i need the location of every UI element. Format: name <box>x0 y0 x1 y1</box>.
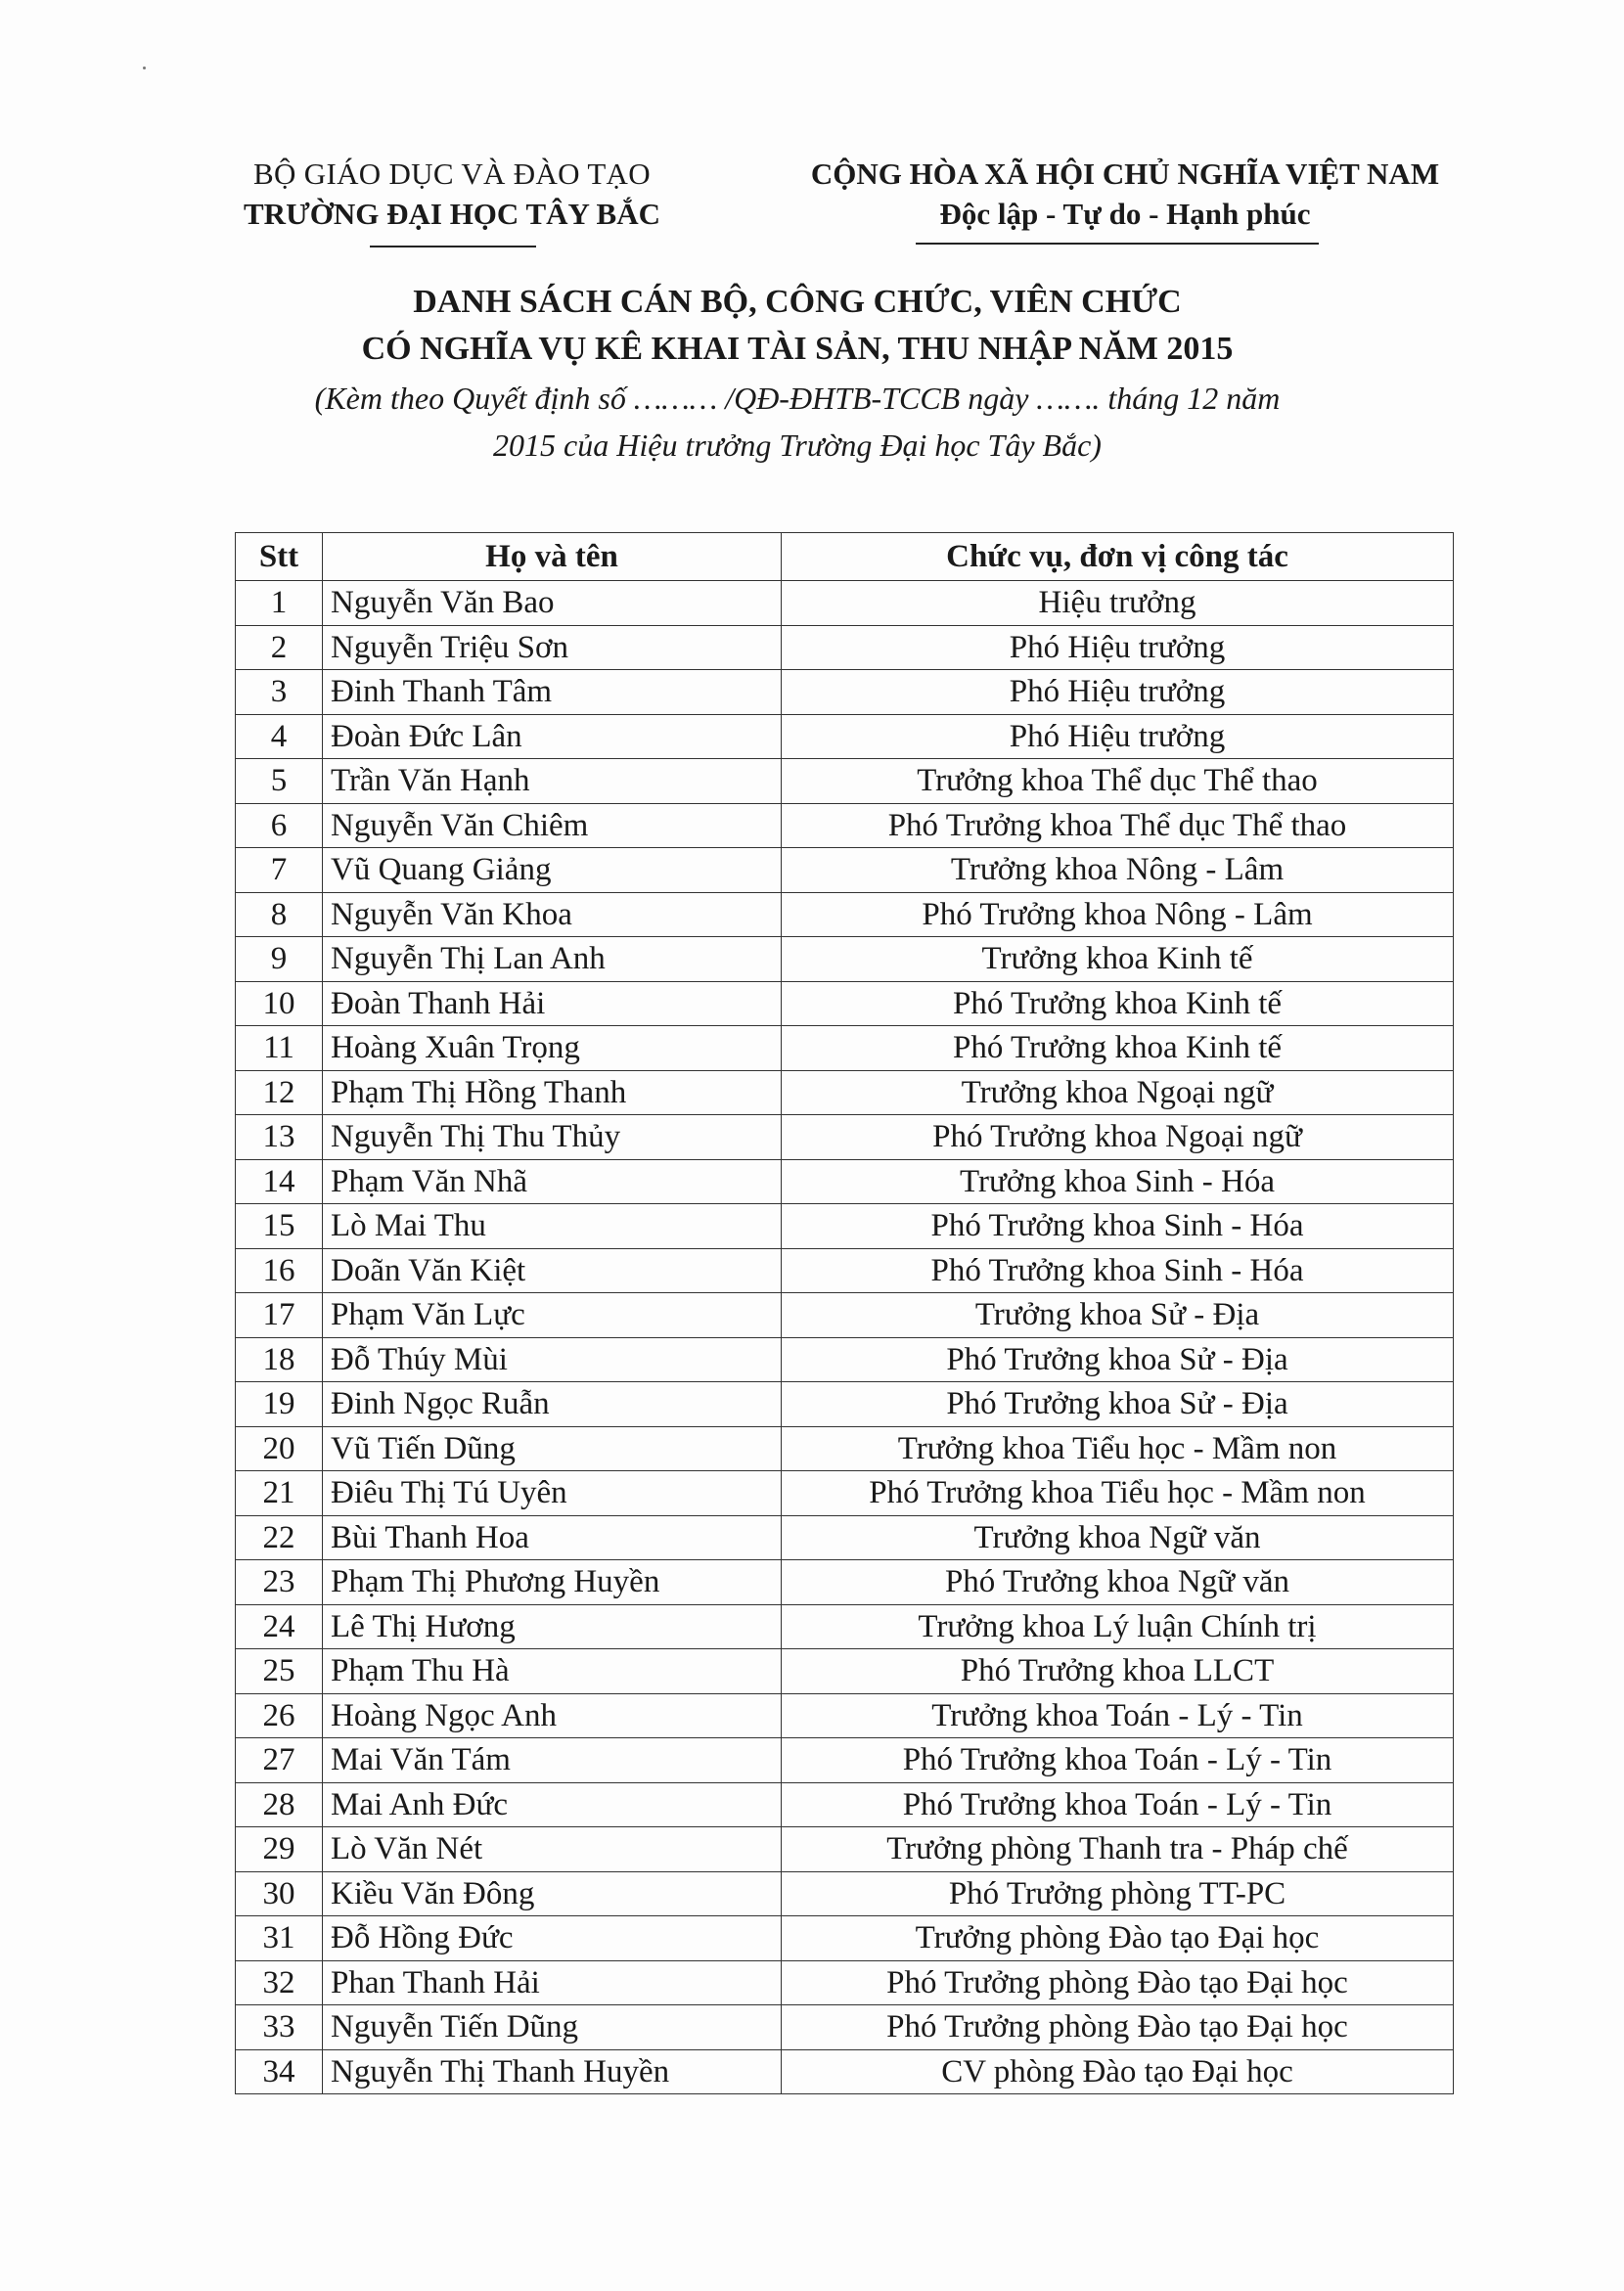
table-row <box>236 1293 1454 1338</box>
row-name-cell: Đinh Thanh Tâm <box>323 670 782 715</box>
row-stt-cell: 2 <box>236 625 323 670</box>
row-stt-cell: 1 <box>236 581 323 626</box>
row-stt-cell: 15 <box>236 1204 323 1249</box>
row-name-cell: Lò Văn Nét <box>323 1827 782 1872</box>
row-stt-cell: 21 <box>236 1471 323 1516</box>
row-name-cell: Phạm Thị Hồng Thanh <box>323 1070 782 1115</box>
row-position-cell: Phó Hiệu trưởng <box>782 714 1454 759</box>
row-position-cell: Phó Trưởng khoa Tiểu học - Mầm non <box>782 1471 1454 1516</box>
motto-underline <box>916 243 1319 245</box>
row-stt-cell: 14 <box>236 1159 323 1204</box>
title-line-2: CÓ NGHĨA VỤ KÊ KHAI TÀI SẢN, THU NHẬP NĂM 2015 <box>361 331 1234 367</box>
row-position-cell: Phó Trưởng khoa Kinh tế <box>782 981 1454 1026</box>
row-stt-cell: 33 <box>236 2005 323 2050</box>
row-name-cell: Phạm Văn Lực <box>323 1293 782 1338</box>
row-position-cell: Trưởng khoa Ngữ văn <box>782 1515 1454 1560</box>
row-position-cell: Trưởng khoa Nông - Lâm <box>782 848 1454 893</box>
row-stt-cell: 16 <box>236 1248 323 1293</box>
ministry-name: BỘ GIÁO DỤC VÀ ĐÀO TẠO <box>253 157 651 191</box>
table-row <box>236 581 1454 626</box>
row-stt-cell: 9 <box>236 937 323 982</box>
row-name-cell: Doãn Văn Kiệt <box>323 1248 782 1293</box>
table-row <box>236 1782 1454 1827</box>
row-name-cell: Phạm Văn Nhã <box>323 1159 782 1204</box>
national-motto: Độc lập - Tự do - Hạnh phúc <box>939 197 1311 231</box>
row-position-cell: Trưởng khoa Ngoại ngữ <box>782 1070 1454 1115</box>
table-row <box>236 1337 1454 1382</box>
row-position-cell: Phó Trưởng phòng TT-PC <box>782 1871 1454 1916</box>
row-name-cell: Phan Thanh Hải <box>323 1960 782 2005</box>
issuer-underline <box>370 246 536 247</box>
row-position-cell: Phó Trưởng phòng Đào tạo Đại học <box>782 1960 1454 2005</box>
staff-table <box>235 532 1454 2094</box>
row-name-cell: Lò Mai Thu <box>323 1204 782 1249</box>
row-position-cell: Phó Trưởng khoa Sử - Địa <box>782 1337 1454 1382</box>
school-name: TRƯỜNG ĐẠI HỌC TÂY BẮC <box>244 197 660 231</box>
row-name-cell: Phạm Thu Hà <box>323 1649 782 1694</box>
row-stt-cell: 26 <box>236 1693 323 1738</box>
row-stt-cell: 28 <box>236 1782 323 1827</box>
row-position-cell: Phó Trưởng khoa Toán - Lý - Tin <box>782 1738 1454 1783</box>
row-name-cell: Đinh Ngọc Ruẫn <box>323 1382 782 1427</box>
row-stt-cell: 19 <box>236 1382 323 1427</box>
row-name-cell: Nguyễn Thị Lan Anh <box>323 937 782 982</box>
row-name-cell: Đoàn Thanh Hải <box>323 981 782 1026</box>
row-stt-cell: 23 <box>236 1560 323 1605</box>
row-position-cell: Phó Trưởng khoa Sinh - Hóa <box>782 1204 1454 1249</box>
document-title <box>147 279 1448 469</box>
table-row <box>236 714 1454 759</box>
table-row <box>236 1204 1454 1249</box>
table-row <box>236 1693 1454 1738</box>
table-row <box>236 1159 1454 1204</box>
row-name-cell: Nguyễn Thị Thu Thủy <box>323 1115 782 1160</box>
row-stt-cell: 13 <box>236 1115 323 1160</box>
row-position-cell: Trưởng khoa Thể dục Thể thao <box>782 759 1454 804</box>
table-row <box>236 2005 1454 2050</box>
table-row <box>236 1560 1454 1605</box>
table-row <box>236 670 1454 715</box>
row-stt-cell: 3 <box>236 670 323 715</box>
table-row <box>236 1115 1454 1160</box>
row-stt-cell: 27 <box>236 1738 323 1783</box>
row-name-cell: Hoàng Xuân Trọng <box>323 1026 782 1071</box>
row-position-cell: Trưởng khoa Sử - Địa <box>782 1293 1454 1338</box>
row-position-cell: Trưởng khoa Lý luận Chính trị <box>782 1604 1454 1649</box>
row-position-cell: Phó Trưởng khoa Toán - Lý - Tin <box>782 1782 1454 1827</box>
row-stt-cell: 20 <box>236 1426 323 1471</box>
row-name-cell: Vũ Tiến Dũng <box>323 1426 782 1471</box>
table-row <box>236 848 1454 893</box>
table-row <box>236 803 1454 848</box>
row-position-cell: Phó Trưởng khoa Sử - Địa <box>782 1382 1454 1427</box>
row-stt-cell: 30 <box>236 1871 323 1916</box>
table-row <box>236 1248 1454 1293</box>
row-stt-cell: 29 <box>236 1827 323 1872</box>
row-name-cell: Vũ Quang Giảng <box>323 848 782 893</box>
row-stt-cell: 24 <box>236 1604 323 1649</box>
table-row <box>236 1960 1454 2005</box>
table-row <box>236 625 1454 670</box>
row-stt-cell: 22 <box>236 1515 323 1560</box>
national-header <box>763 155 1487 235</box>
table-row <box>236 1026 1454 1071</box>
row-position-cell: Phó Trưởng khoa Nông - Lâm <box>782 892 1454 937</box>
table-body <box>236 581 1454 2094</box>
row-position-cell: Phó Hiệu trưởng <box>782 670 1454 715</box>
row-position-cell: Phó Trưởng khoa Sinh - Hóa <box>782 1248 1454 1293</box>
table-row <box>236 1916 1454 1961</box>
row-position-cell: Hiệu trưởng <box>782 581 1454 626</box>
row-stt-cell: 7 <box>236 848 323 893</box>
table-row <box>236 1604 1454 1649</box>
table-row <box>236 1515 1454 1560</box>
row-position-cell: Trưởng phòng Đào tạo Đại học <box>782 1916 1454 1961</box>
row-position-cell: Trưởng phòng Thanh tra - Pháp chế <box>782 1827 1454 1872</box>
row-name-cell: Nguyễn Văn Bao <box>323 581 782 626</box>
table-row <box>236 1070 1454 1115</box>
row-position-cell: Phó Hiệu trưởng <box>782 625 1454 670</box>
row-name-cell: Nguyễn Tiến Dũng <box>323 2005 782 2050</box>
table-row <box>236 759 1454 804</box>
row-stt-cell: 17 <box>236 1293 323 1338</box>
row-name-cell: Nguyễn Văn Chiêm <box>323 803 782 848</box>
row-name-cell: Kiều Văn Đông <box>323 1871 782 1916</box>
subtitle-line-1: (Kèm theo Quyết định số ……… /QĐ-ĐHTB-TCCB ngày ……. tháng 12 năm <box>314 381 1281 416</box>
column-header-position: Chức vụ, đơn vị công tác <box>782 533 1454 581</box>
table-row <box>236 1426 1454 1471</box>
row-stt-cell: 10 <box>236 981 323 1026</box>
issuer-header <box>217 155 687 235</box>
title-line-1: DANH SÁCH CÁN BỘ, CÔNG CHỨC, VIÊN CHỨC <box>413 284 1182 320</box>
row-stt-cell: 25 <box>236 1649 323 1694</box>
column-header-name: Họ và tên <box>323 533 782 581</box>
table-row <box>236 1827 1454 1872</box>
row-position-cell: Phó Trưởng phòng Đào tạo Đại học <box>782 2005 1454 2050</box>
table-row <box>236 937 1454 982</box>
row-position-cell: Trưởng khoa Toán - Lý - Tin <box>782 1693 1454 1738</box>
table-row <box>236 1649 1454 1694</box>
table-row <box>236 1471 1454 1516</box>
row-position-cell: Phó Trưởng khoa Ngữ văn <box>782 1560 1454 1605</box>
row-position-cell: Phó Trưởng khoa LLCT <box>782 1649 1454 1694</box>
row-name-cell: Đỗ Thúy Mùi <box>323 1337 782 1382</box>
row-name-cell: Hoàng Ngọc Anh <box>323 1693 782 1738</box>
row-stt-cell: 12 <box>236 1070 323 1115</box>
row-name-cell: Phạm Thị Phương Huyền <box>323 1560 782 1605</box>
table-row <box>236 2049 1454 2094</box>
row-name-cell: Nguyễn Thị Thanh Huyền <box>323 2049 782 2094</box>
row-stt-cell: 4 <box>236 714 323 759</box>
table-row <box>236 981 1454 1026</box>
row-position-cell: Trưởng khoa Sinh - Hóa <box>782 1159 1454 1204</box>
country-name: CỘNG HÒA XÃ HỘI CHỦ NGHĨA VIỆT NAM <box>810 157 1440 191</box>
row-name-cell: Lê Thị Hương <box>323 1604 782 1649</box>
table-row <box>236 1738 1454 1783</box>
row-stt-cell: 34 <box>236 2049 323 2094</box>
row-position-cell: Phó Trưởng khoa Ngoại ngữ <box>782 1115 1454 1160</box>
row-stt-cell: 18 <box>236 1337 323 1382</box>
subtitle-line-2: 2015 của Hiệu trưởng Trường Đại học Tây Bắc) <box>493 427 1102 463</box>
row-name-cell: Mai Anh Đức <box>323 1782 782 1827</box>
row-position-cell: Phó Trưởng khoa Kinh tế <box>782 1026 1454 1071</box>
row-name-cell: Mai Văn Tám <box>323 1738 782 1783</box>
row-name-cell: Bùi Thanh Hoa <box>323 1515 782 1560</box>
row-position-cell: Phó Trưởng khoa Thể dục Thể thao <box>782 803 1454 848</box>
row-stt-cell: 31 <box>236 1916 323 1961</box>
column-header-stt: Stt <box>236 533 323 581</box>
row-name-cell: Nguyễn Triệu Sơn <box>323 625 782 670</box>
scan-dot <box>143 67 146 69</box>
row-stt-cell: 11 <box>236 1026 323 1071</box>
row-position-cell: Trưởng khoa Tiểu học - Mầm non <box>782 1426 1454 1471</box>
row-stt-cell: 6 <box>236 803 323 848</box>
table-row <box>236 892 1454 937</box>
row-name-cell: Điêu Thị Tú Uyên <box>323 1471 782 1516</box>
row-stt-cell: 8 <box>236 892 323 937</box>
table-row <box>236 1382 1454 1427</box>
row-name-cell: Nguyễn Văn Khoa <box>323 892 782 937</box>
row-name-cell: Trần Văn Hạnh <box>323 759 782 804</box>
row-stt-cell: 5 <box>236 759 323 804</box>
row-position-cell: Trưởng khoa Kinh tế <box>782 937 1454 982</box>
row-name-cell: Đoàn Đức Lân <box>323 714 782 759</box>
row-name-cell: Đỗ Hồng Đức <box>323 1916 782 1961</box>
row-position-cell: CV phòng Đào tạo Đại học <box>782 2049 1454 2094</box>
table-row <box>236 1871 1454 1916</box>
table-header-row <box>236 533 1454 581</box>
row-stt-cell: 32 <box>236 1960 323 2005</box>
